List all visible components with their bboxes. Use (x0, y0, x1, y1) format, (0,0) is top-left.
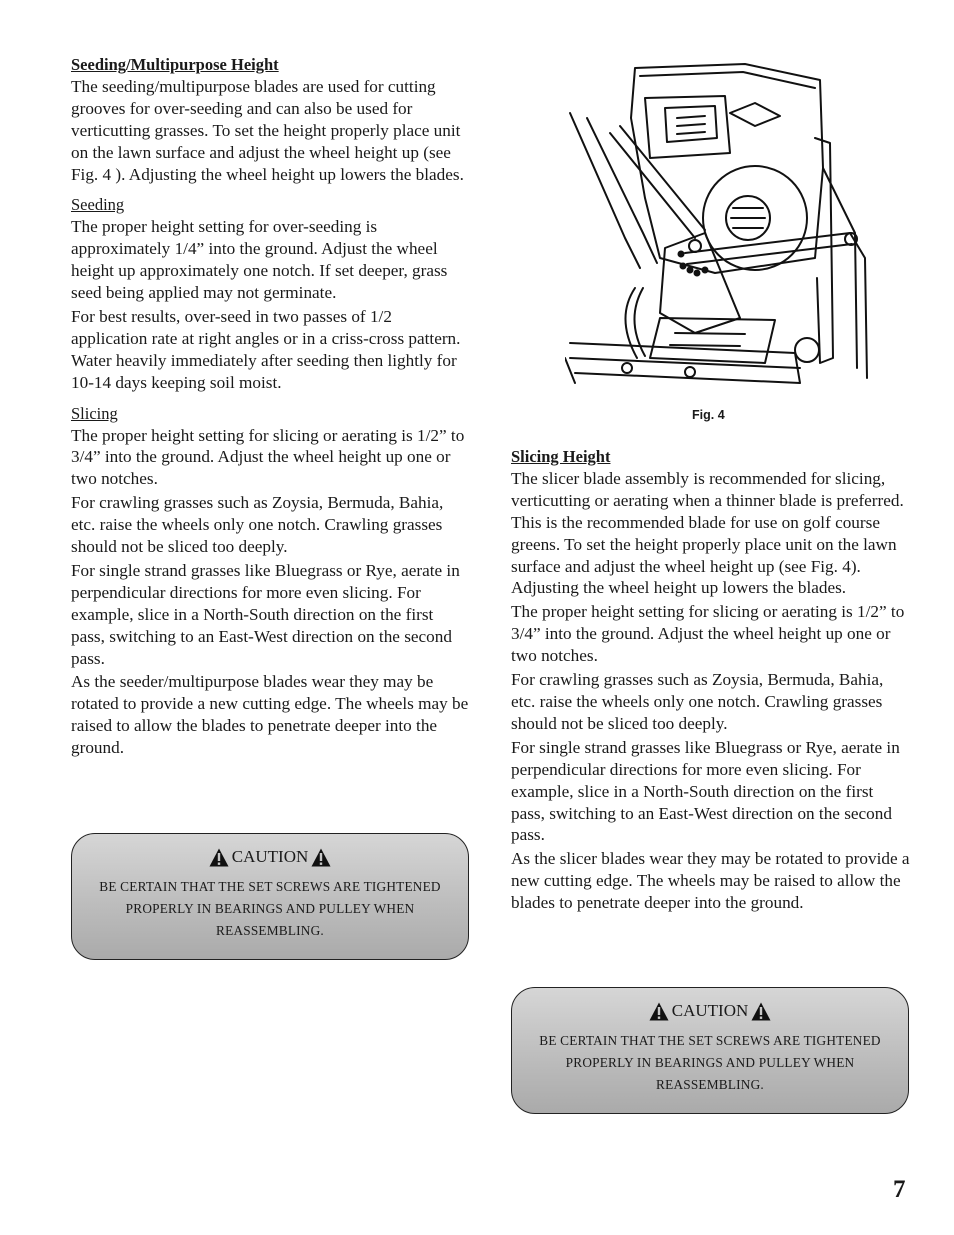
warning-triangle-icon (209, 848, 229, 867)
left-column (71, 54, 471, 759)
figure-caption: Fig. 4 (692, 408, 725, 422)
slicing-height-paragraph-3: For crawling grasses such as Zoysia, Bermuda, Bahia, etc. raise the wheels only one notch. Crawling grasses should not be sliced too deeply. (511, 670, 884, 733)
caution-title (72, 846, 468, 868)
caution-label: CAUTION (671, 1001, 749, 1020)
slicing-height-paragraph-5: As the slicer blades wear they may be rotated to provide a new cutting edge. The wheels may be raised to allow the blades to penetrate deeper into the ground. (511, 849, 910, 913)
seeding-multipurpose-paragraph: The seeding/multipurpose blades are used for cutting grooves for over-seeding and can also be used for verticutting grasses. To set the height properly place unit on the lawn surface and adjust the wheel height up (see Fig. 4 ). Adjusting the wheel height up lowers the blades. (71, 76, 464, 184)
warning-triangle-icon (649, 1002, 669, 1021)
slicing-height-paragraph-4: For single strand grasses like Bluegrass or Rye, aerate in perpendicular directions for more even slicing. For example, slice in a North-South direction on the first pass, switching to an East-West direction on the second pass. (511, 737, 900, 845)
slicing-paragraph-4: As the seeder/multipurpose blades wear they may be rotated to provide a new cutting edge. The wheels may be raised to allow the blades to penetrate deeper into the ground. (71, 672, 469, 758)
caution-text: BE CERTAIN THAT THE SET SCREWS ARE TIGHTENED PROPERLY IN BEARINGS AND PULLEY WHEN REASSEMBLING. (99, 879, 441, 938)
slicing-height-heading: Slicing Height (511, 447, 611, 466)
warning-triangle-icon (311, 848, 331, 867)
page-number: 7 (893, 1176, 906, 1203)
right-column (511, 446, 911, 914)
caution-box-left (71, 833, 469, 960)
caution-text: BE CERTAIN THAT THE SET SCREWS ARE TIGHTENED PROPERLY IN BEARINGS AND PULLEY WHEN REASSEMBLING. (539, 1033, 881, 1092)
seeding-paragraph-2: For best results, over-seed in two passes of 1/2 application rate at right angles or in a criss-cross pattern. Water heavily immediately after seeding then lightly for 10-14 days keeping soil moist. (71, 306, 461, 392)
slicing-paragraph-2: For crawling grasses such as Zoysia, Bermuda, Bahia, etc. raise the wheels only one notch. Crawling grasses should not be sliced too deeply. (71, 493, 444, 557)
seeding-paragraph-1: The proper height setting for over-seeding is approximately 1/4” into the ground. Adjust the wheel height up approximately one notch. If set deeper, grass seed being applied may not germinate. (71, 217, 448, 303)
slicing-height-paragraph-2: The proper height setting for slicing or aerating is 1/2” to 3/4” into the ground. Adjust the wheel height up one or two notches. (511, 602, 905, 666)
warning-triangle-icon (751, 1002, 771, 1021)
caution-box-right (511, 987, 909, 1114)
slicing-paragraph-1: The proper height setting for slicing or aerating is 1/2” to 3/4” into the ground. Adjust the wheel height up one or two notches. (71, 425, 465, 489)
caution-title (512, 1000, 908, 1022)
slicing-heading: Slicing (71, 403, 118, 423)
seeding-heading: Seeding (71, 195, 125, 215)
caution-label: CAUTION (231, 847, 309, 866)
slicing-height-paragraph-1: The slicer blade assembly is recommended for slicing, verticutting or aerating when a thinner blade is preferred. This is the recommended blade for use on golf course greens. To set the height properly place unit on the lawn surface and adjust the wheel height up (see Fig. 4). Adjusting the wheel height up lowers the blades. (511, 468, 904, 598)
seeding-multipurpose-heading: Seeding/Multipurpose Height (71, 55, 279, 74)
machine-illustration (565, 58, 870, 398)
slicing-paragraph-3: For single strand grasses like Bluegrass or Rye, aerate in perpendicular directions for more even slicing. For example, slice in a North-South direction on the first pass, switching to an East-West direction on the second pass. (71, 560, 460, 668)
